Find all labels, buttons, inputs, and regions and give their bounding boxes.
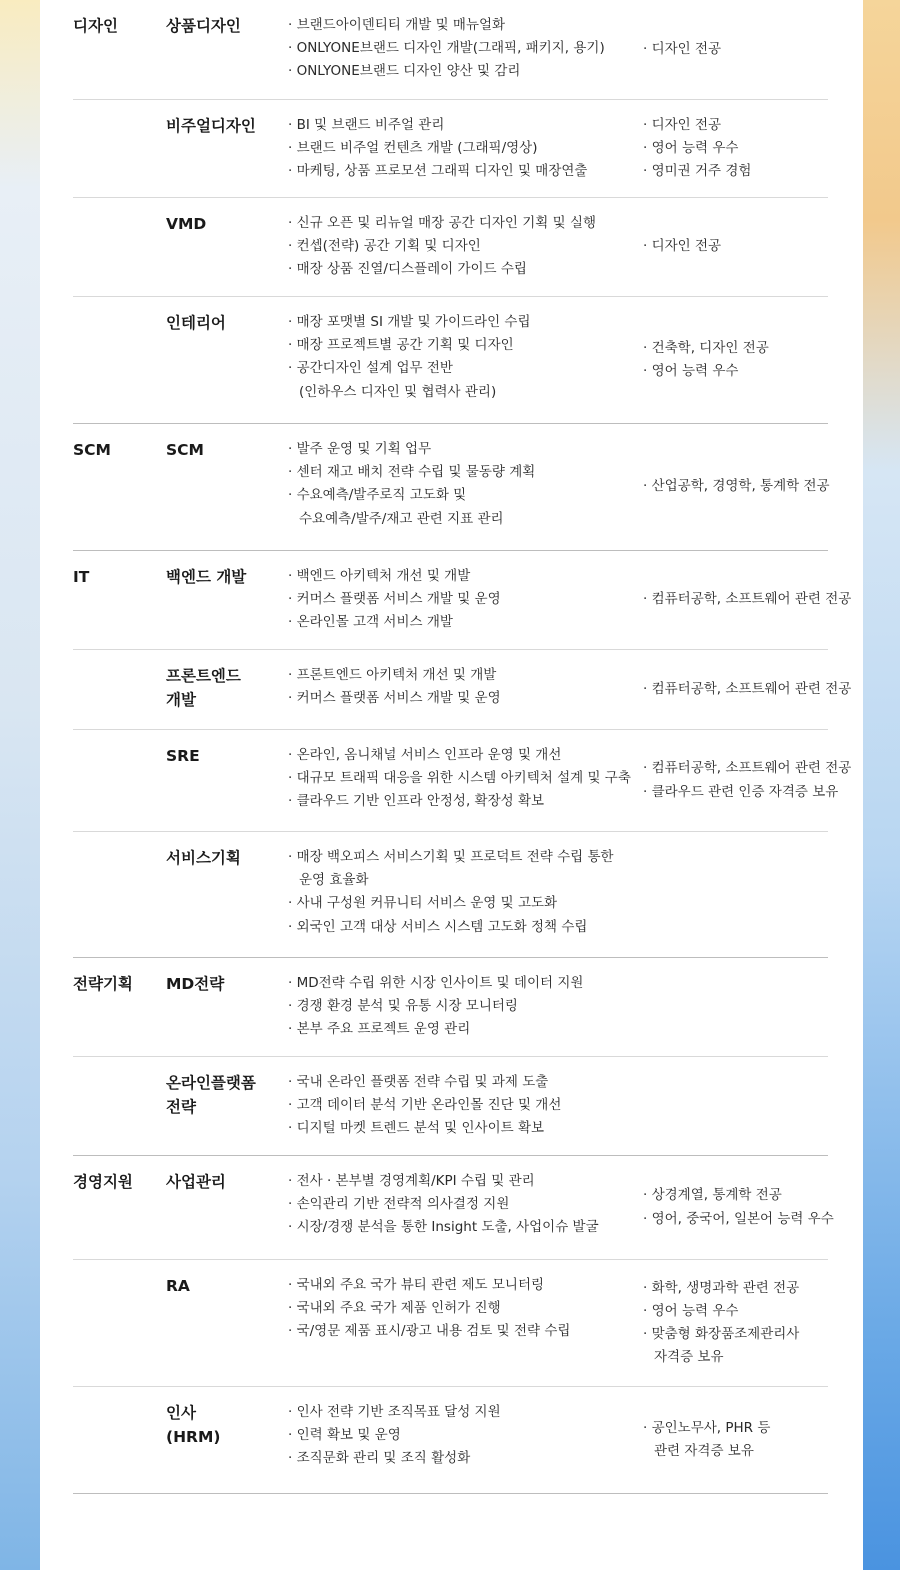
job-requirements	[643, 730, 851, 831]
description-line: · 디지털 마켓 트렌드 분석 및 인사이트 확보	[288, 1120, 545, 1137]
table-row	[73, 100, 828, 198]
job-description	[288, 551, 643, 649]
table-row	[73, 0, 828, 100]
job-requirements	[643, 1260, 828, 1386]
category-label: 전략기획	[73, 975, 133, 993]
job-description	[288, 1156, 643, 1259]
description-line: · 마케팅, 상품 프로모션 그래픽 디자인 및 매장연출	[288, 163, 588, 180]
category-cell-empty	[73, 198, 166, 296]
job-title: SCM	[166, 441, 204, 459]
description-line: · 센터 재고 배치 전략 수립 및 물동량 계획	[288, 464, 536, 481]
description-line: · 온라인몰 고객 서비스 개발	[288, 614, 453, 631]
table-row	[73, 832, 828, 958]
job-title: 인사 (HRM)	[166, 1404, 221, 1446]
description-line: · 조직문화 관리 및 조직 활성화	[288, 1450, 471, 1467]
background-right-strip	[863, 0, 900, 1570]
job-description	[288, 650, 643, 729]
job-description	[288, 958, 643, 1056]
description-line: · ONLYONE브랜드 디자인 개발(그래픽, 패키지, 용기)	[288, 40, 605, 57]
requirement-line: 관련 자격증 보유	[654, 1443, 754, 1459]
job-description	[288, 198, 643, 296]
background-left-strip	[0, 0, 40, 1570]
job-title: 인테리어	[166, 314, 226, 332]
description-line: · 매장 프로젝트별 공간 기획 및 디자인	[288, 337, 514, 354]
description-line: · 공간디자인 설계 업무 전반	[288, 360, 453, 377]
job-description-table	[73, 0, 852, 1494]
description-line: 운영 효율화	[299, 872, 369, 889]
table-row	[73, 650, 852, 730]
description-line: · 시장/경쟁 분석을 통한 Insight 도출, 사업이슈 발굴	[288, 1219, 599, 1236]
description-line: · 전사 · 본부별 경영계획/KPI 수립 및 관리	[288, 1173, 535, 1189]
requirement-line: · 영어 능력 우수	[643, 363, 739, 379]
table-row	[73, 551, 852, 650]
table-row	[73, 1057, 828, 1156]
description-line: · 수요예측/발주로직 고도화 및	[288, 487, 467, 504]
job-description	[288, 297, 643, 423]
job-description	[288, 100, 643, 197]
requirement-line: · 컴퓨터공학, 소프트웨어 관련 전공	[643, 591, 852, 608]
description-line: · 브랜드 비주얼 컨텐츠 개발 (그래픽/영상)	[288, 140, 538, 157]
description-line: · 프론트엔드 아키텍처 개선 및 개발	[288, 667, 497, 683]
requirement-line: · 화학, 생명과학 관련 전공	[643, 1279, 800, 1296]
description-line: · 매장 상품 진열/디스플레이 가이드 수립	[288, 261, 527, 278]
description-line: · 발주 운영 및 기획 업무	[288, 441, 432, 457]
job-title: 백엔드 개발	[166, 568, 247, 586]
table-row	[73, 730, 852, 832]
job-requirements	[643, 1057, 828, 1155]
category-cell-empty	[73, 1260, 166, 1386]
category-cell-empty	[73, 1387, 166, 1493]
table-row	[73, 958, 828, 1057]
requirement-line: · 건축학, 디자인 전공	[643, 339, 769, 356]
description-line: · 사내 구성원 커뮤니티 서비스 운영 및 고도화	[288, 895, 558, 912]
description-line: · 컨셉(전략) 공간 기획 및 디자인	[288, 238, 481, 255]
description-line: · 매장 백오피스 서비스기획 및 프로덕트 전략 수립 통한	[288, 849, 614, 865]
description-line: · 신규 오픈 및 리뉴얼 매장 공간 디자인 기획 및 실행	[288, 215, 597, 231]
description-line: · 인력 확보 및 운영	[288, 1427, 401, 1444]
job-description	[288, 1387, 643, 1493]
category-cell-empty	[73, 297, 166, 423]
job-description	[288, 0, 643, 99]
description-line: · 브랜드아이덴티티 개발 및 매뉴얼화	[288, 17, 506, 33]
description-line: · BI 및 브랜드 비주얼 관리	[288, 117, 445, 133]
description-line: · ONLYONE브랜드 디자인 양산 및 감리	[288, 63, 521, 80]
job-title: 상품디자인	[166, 17, 241, 35]
description-line: · 인사 전략 기반 조직목표 달성 지원	[288, 1404, 501, 1420]
job-title: VMD	[166, 215, 207, 233]
requirement-line: · 컴퓨터공학, 소프트웨어 관련 전공	[643, 680, 852, 697]
category-cell-empty	[73, 650, 166, 729]
description-line: · 백엔드 아키텍처 개선 및 개발	[288, 568, 471, 584]
job-title: 사업관리	[166, 1173, 226, 1191]
description-line: (인하우스 디자인 및 협력사 관리)	[299, 383, 497, 400]
category-label: IT	[73, 568, 90, 586]
description-line: · 경쟁 환경 분석 및 유통 시장 모니터링	[288, 998, 518, 1015]
table-row	[73, 1156, 834, 1260]
requirement-line: · 클라우드 관련 인증 자격증 보유	[643, 783, 839, 800]
job-title: RA	[166, 1277, 190, 1295]
job-requirements	[643, 958, 828, 1056]
category-cell-empty	[73, 100, 166, 197]
requirement-line: · 디자인 전공	[643, 40, 722, 57]
job-requirements	[643, 100, 828, 197]
description-line: · 대규모 트래픽 대응을 위한 시스템 아키텍처 설계 및 구축	[288, 770, 631, 787]
category-cell-empty	[73, 730, 166, 831]
requirement-line: · 디자인 전공	[643, 238, 722, 255]
description-line: · 커머스 플랫폼 서비스 개발 및 운영	[288, 591, 501, 608]
job-requirements	[643, 1156, 834, 1259]
job-title: 비주얼디자인	[166, 117, 256, 135]
category-label: SCM	[73, 441, 111, 459]
category-label: 경영지원	[73, 1173, 133, 1191]
category-cell-empty	[73, 1057, 166, 1155]
requirement-line: · 디자인 전공	[643, 116, 722, 133]
job-requirements	[643, 198, 828, 296]
job-title: MD전략	[166, 975, 225, 993]
job-table-card	[40, 0, 863, 1570]
description-line: · 국내외 주요 국가 뷰티 관련 제도 모니터링	[288, 1277, 545, 1293]
job-title: 온라인플랫폼 전략	[166, 1074, 256, 1116]
job-description	[288, 1057, 643, 1155]
job-requirements	[643, 297, 828, 423]
job-description	[288, 1260, 643, 1386]
table-row	[73, 297, 828, 424]
description-line: · 클라우드 기반 인프라 안정성, 확장성 확보	[288, 793, 545, 810]
category-label: 디자인	[73, 17, 118, 35]
description-line: · 고객 데이터 분석 기반 온라인몰 진단 및 개선	[288, 1097, 562, 1114]
job-title: 서비스기획	[166, 849, 241, 867]
job-requirements	[643, 650, 851, 729]
requirement-line: · 영어, 중국어, 일본어 능력 우수	[643, 1210, 834, 1227]
requirement-line: · 맞춤형 화장품조제관리사	[643, 1326, 800, 1342]
description-line: · 본부 주요 프로젝트 운영 관리	[288, 1021, 471, 1038]
table-row	[73, 1260, 828, 1387]
job-requirements	[643, 832, 828, 957]
job-requirements	[643, 1387, 828, 1493]
category-cell-empty	[73, 832, 166, 957]
table-row	[73, 424, 828, 551]
job-title: SRE	[166, 747, 200, 765]
job-requirements	[643, 551, 851, 649]
description-line: · 온라인, 옴니채널 서비스 인프라 운영 및 개선	[288, 747, 562, 763]
job-description	[288, 832, 643, 957]
job-requirements	[643, 424, 830, 550]
table-row	[73, 198, 828, 297]
requirement-line: · 영어 능력 우수	[643, 1302, 739, 1319]
job-description	[288, 730, 643, 831]
requirement-line: · 공인노무사, PHR 등	[643, 1419, 771, 1436]
table-row	[73, 1387, 828, 1494]
requirement-line: · 컴퓨터공학, 소프트웨어 관련 전공	[643, 760, 852, 777]
description-line: · 국내외 주요 국가 제품 인허가 진행	[288, 1300, 501, 1317]
description-line: 수요예측/발주/재고 관련 지표 관리	[299, 510, 504, 527]
description-line: · 국내 온라인 플랫폼 전략 수립 및 과제 도출	[288, 1074, 549, 1090]
description-line: · 손익관리 기반 전략적 의사결정 지원	[288, 1196, 510, 1213]
description-line: · 외국인 고객 대상 서비스 시스템 고도화 정책 수립	[288, 918, 588, 935]
description-line: · 커머스 플랫폼 서비스 개발 및 운영	[288, 690, 501, 707]
requirement-line: · 상경계열, 통계학 전공	[643, 1187, 782, 1204]
requirement-line: · 영미권 거주 경험	[643, 163, 752, 180]
job-description	[288, 424, 643, 550]
requirement-line: 자격증 보유	[654, 1349, 724, 1366]
description-line: · 국/영문 제품 표시/광고 내용 검토 및 전략 수립	[288, 1323, 571, 1340]
description-line: · MD전략 수립 위한 시장 인사이트 및 데이터 지원	[288, 975, 584, 991]
job-requirements	[643, 0, 828, 99]
requirement-line: · 산업공학, 경영학, 통계학 전공	[643, 478, 830, 495]
job-title: 프론트엔드 개발	[166, 667, 241, 709]
requirement-line: · 영어 능력 우수	[643, 139, 739, 156]
description-line: · 매장 포맷별 SI 개발 및 가이드라인 수립	[288, 314, 531, 330]
